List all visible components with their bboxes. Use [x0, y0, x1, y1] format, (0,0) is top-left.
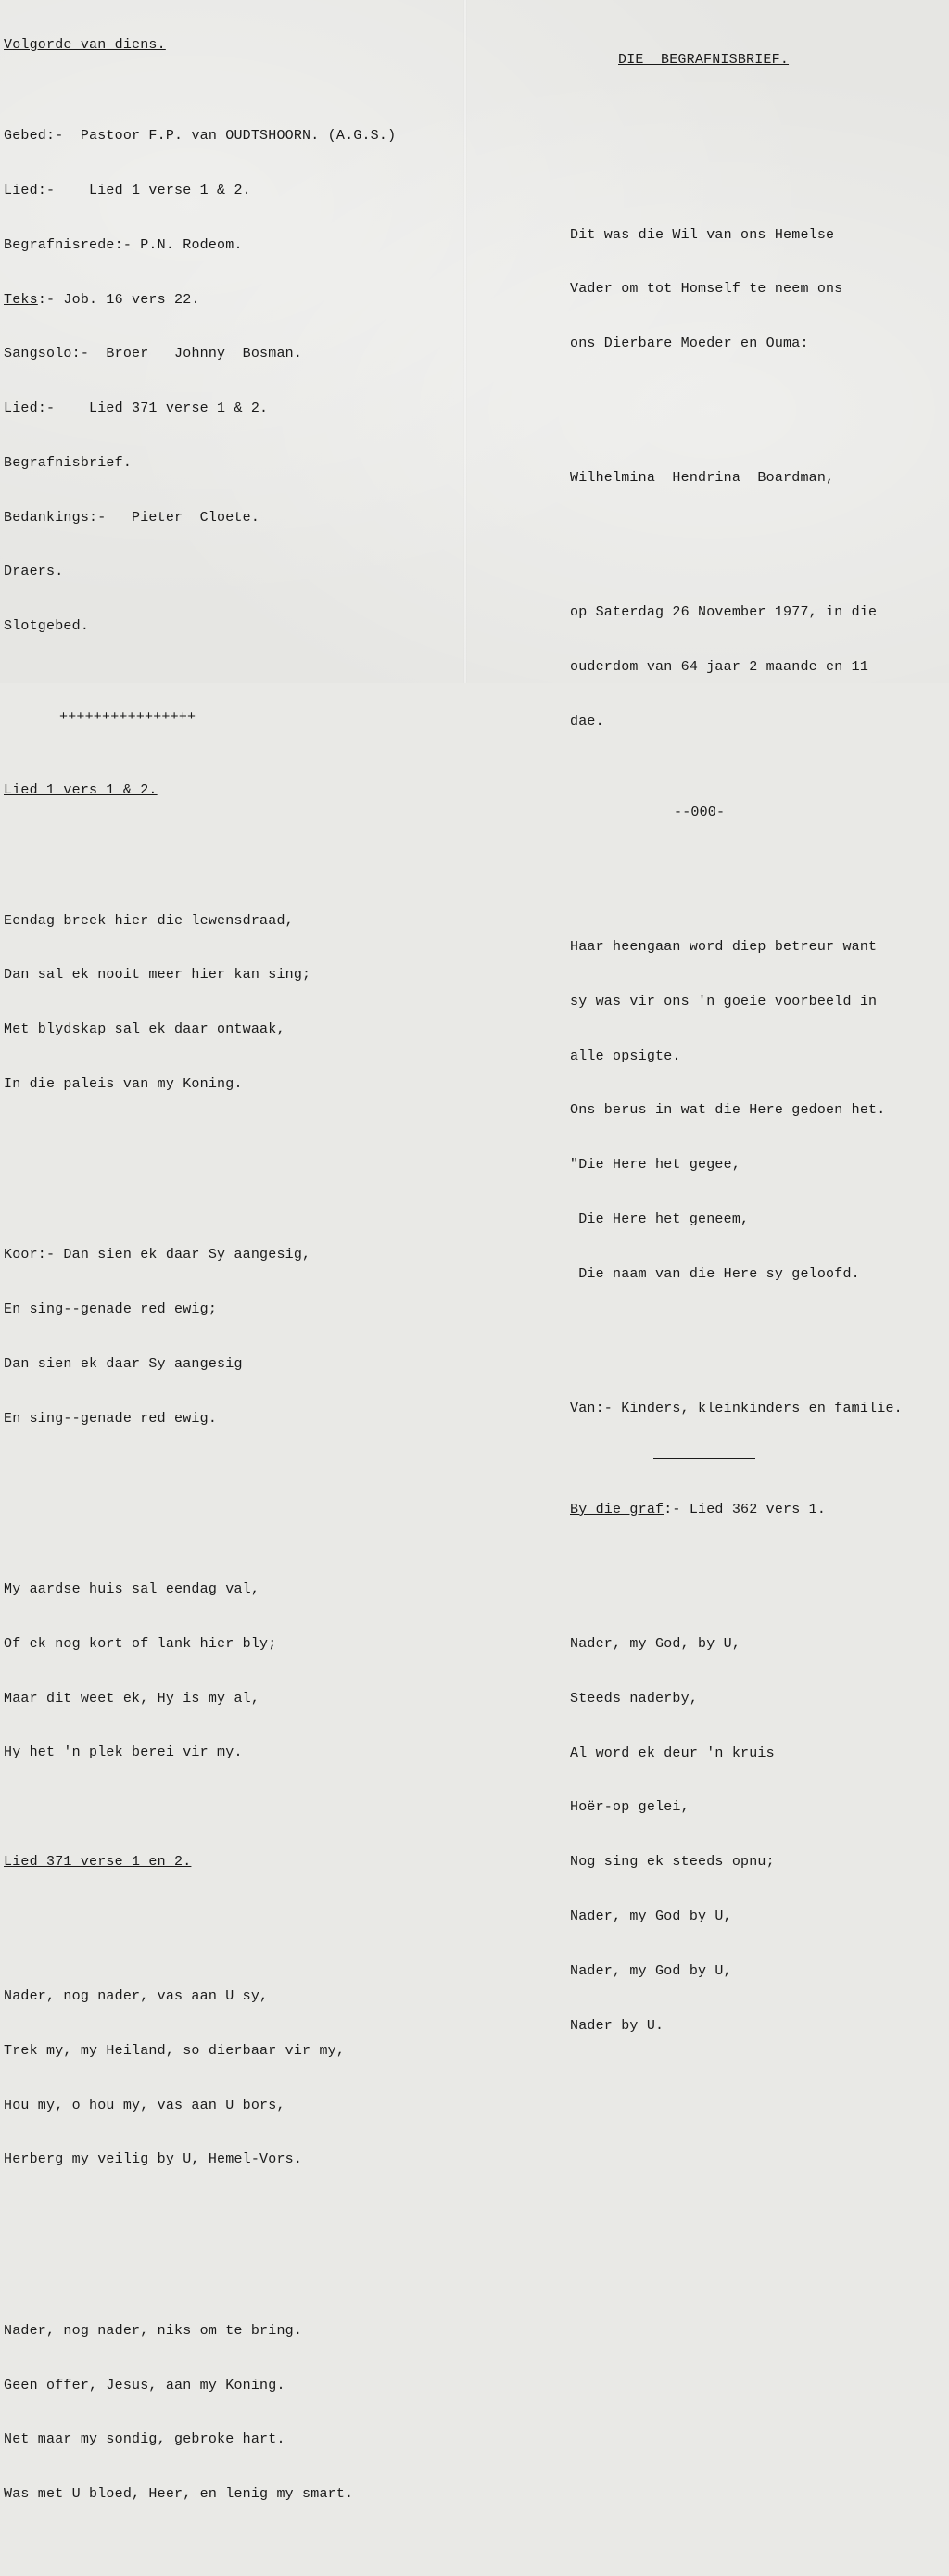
verse-line: En sing--genade red ewig. — [4, 1410, 218, 1427]
verse-line: Net maar my sondig, gebroke hart. — [4, 2431, 285, 2448]
right-column — [570, 15, 941, 2108]
hymn1-chorus — [4, 1210, 458, 1464]
order-item: Begrafnisrede:- P.N. Rodeom. — [4, 236, 243, 253]
order-item: Gebed:- Pastoor F.P. van OUDTSHOORN. (A.G.S.) — [4, 128, 397, 145]
deceased-name: Wilhelmina Hendrina Boardman, — [570, 470, 835, 487]
verse-line: Nog sing ek steeds opnu; — [570, 1854, 775, 1871]
funeral-letter-heading: DIE BEGRAFNISBRIEF. — [618, 52, 790, 69]
verse-line: Eendag breek hier die lewensdraad, — [4, 912, 294, 929]
letter-line: alle opsigte. — [570, 1047, 681, 1064]
order-item: Lied:- Lied 1 verse 1 & 2. — [4, 182, 251, 198]
order-item: Begrafnisbrief. — [4, 454, 133, 471]
letter-line: Vader om tot Homself te neem ons — [570, 281, 843, 298]
letter-paragraph-1 — [570, 189, 941, 389]
verse-line: Herberg my veilig by U, Hemel-Vors. — [4, 2151, 303, 2168]
letter-line: ons Dierbare Moeder en Ouma: — [570, 336, 809, 352]
verse-line: Hy het 'n plek berei vir my. — [4, 1745, 243, 1761]
verse-line: Geen offer, Jesus, aan my Koning. — [4, 2377, 285, 2393]
order-item: Teks:- Job. 16 vers 22. — [4, 291, 200, 308]
verse-line: Maar dit weet ek, Hy is my al, — [4, 1690, 260, 1707]
letter-paragraph-3 — [570, 902, 941, 1320]
verse-line: Steeds naderby, — [570, 1690, 699, 1707]
verse-line: Nader, my God by U, — [570, 1908, 732, 1924]
order-of-service-heading: Volgorde van diens. — [4, 37, 166, 54]
verse-line: Nader by U. — [570, 2017, 664, 2034]
hymn1-heading: Lied 1 vers 1 & 2. — [4, 781, 158, 798]
hymn2-verse2 — [4, 2286, 458, 2540]
graveside-heading: By die graf:- Lied 362 vers 1. — [570, 1501, 827, 1517]
hymn1-verse2 — [4, 1544, 458, 1798]
graveside-hymn — [570, 1599, 941, 2071]
verse-line: Was met U bloed, Heer, en lenig my smart. — [4, 2486, 354, 2503]
letter-line: ouderdom van 64 jaar 2 maande en 11 — [570, 659, 869, 676]
letter-line: "Die Here het gegee, — [570, 1157, 741, 1174]
hymn2-heading: Lied 371 verse 1 en 2. — [4, 1853, 192, 1870]
ooo-separator: --000- — [674, 804, 726, 820]
order-item: Slotgebed. — [4, 618, 90, 635]
verse-line: Nader, nog nader, vas aan U sy, — [4, 1988, 269, 2005]
verse-line: My aardse huis sal eendag val, — [4, 1581, 260, 1598]
letter-line: sy was vir ons 'n goeie voorbeeld in — [570, 993, 878, 1009]
order-item: Draers. — [4, 564, 64, 580]
page-fold — [463, 0, 467, 683]
verse-line: En sing--genade red ewig; — [4, 1301, 218, 1318]
verse-line: Nader, nog nader, niks om te bring. — [4, 2322, 303, 2339]
letter-line: Dit was die Wil van ons Hemelse — [570, 226, 835, 243]
verse-line: Hoër-op gelei, — [570, 1799, 690, 1816]
plus-divider: ++++++++++++++++ — [59, 709, 196, 726]
letter-paragraph-2 — [570, 567, 941, 768]
letter-line: Haar heengaan word diep betreur want — [570, 939, 878, 956]
verse-line: In die paleis van my Koning. — [4, 1076, 243, 1093]
letter-line: op Saterdag 26 November 1977, in die — [570, 604, 878, 621]
short-rule — [653, 1458, 755, 1459]
verse-line: Dan sien ek daar Sy aangesig — [4, 1355, 243, 1372]
verse-line: Koor:- Dan sien ek daar Sy aangesig, — [4, 1247, 311, 1263]
verse-line: Nader, my God by U, — [570, 1962, 732, 1979]
order-item: Bedankings:- Pieter Cloete. — [4, 509, 260, 526]
verse-line: Nader, my God, by U, — [570, 1636, 741, 1653]
order-of-service-list — [4, 91, 458, 672]
verse-line: Of ek nog kort of lank hier bly; — [4, 1635, 277, 1652]
hymn2-verse1 — [4, 1951, 458, 2205]
letter-line: Die naam van die Here sy geloofd. — [570, 1265, 860, 1282]
verse-line: Al word ek deur 'n kruis — [570, 1745, 775, 1761]
verse-line: Trek my, my Heiland, so dierbaar vir my, — [4, 2042, 346, 2059]
left-column — [4, 0, 458, 2576]
verse-line: Hou my, o hou my, vas aan U bors, — [4, 2097, 285, 2113]
verse-line: Dan sal ek nooit meer hier kan sing; — [4, 967, 311, 983]
hymn1-verse1 — [4, 876, 458, 1130]
letter-line: Die Here het geneem, — [570, 1212, 750, 1227]
order-item: Sangsolo:- Broer Johnny Bosman. — [4, 346, 303, 362]
letter-signoff: Van:- Kinders, kleinkinders en familie. — [570, 1400, 903, 1416]
order-item: Lied:- Lied 371 verse 1 & 2. — [4, 400, 269, 417]
verse-line: Met blydskap sal ek daar ontwaak, — [4, 1022, 285, 1038]
letter-line: Ons berus in wat die Here gedoen het. — [570, 1102, 886, 1119]
letter-line: dae. — [570, 713, 604, 730]
